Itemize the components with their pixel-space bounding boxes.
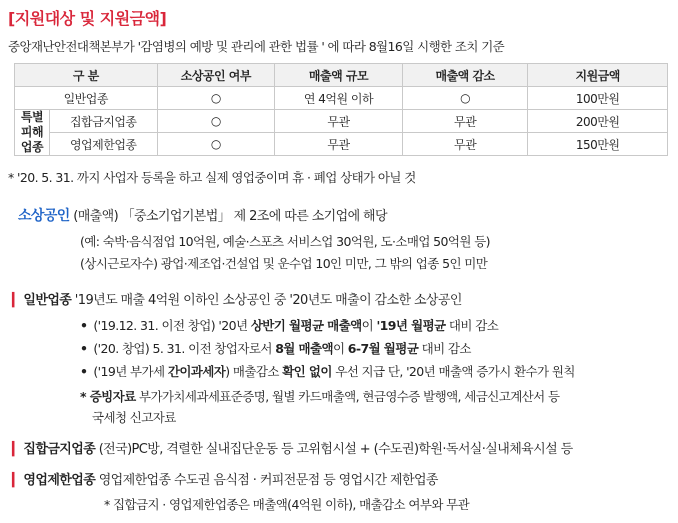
cell-sales-decrease: ○ xyxy=(402,87,528,110)
text-part: ('19년 부가세 xyxy=(93,364,168,379)
table-row xyxy=(15,133,668,156)
table-header-row xyxy=(15,64,668,87)
section-subtitle: 중앙재난안전대책본부가 '감염병의 예방 및 관리에 관한 법률 ' 에 따라 8월16일 시행한 조치 기준 xyxy=(8,39,505,54)
text-part: ('19.12. 31. 이전 창업) '20년 xyxy=(93,318,251,333)
text-part: 대비 감소 xyxy=(445,318,499,333)
general-bullet-1 xyxy=(80,316,498,334)
bullet-icon: • xyxy=(80,318,88,333)
text-part: ) 매출감소 xyxy=(225,364,283,379)
cell-small-biz: ○ xyxy=(157,133,275,156)
cell-small-biz: ○ xyxy=(157,110,275,133)
cell-sales-decrease: 무관 xyxy=(402,110,528,133)
small-business-heading-line xyxy=(18,205,387,225)
red-bar-icon: ▎ xyxy=(12,442,22,457)
header-sales-decrease: 매출액 감소 xyxy=(402,64,528,87)
text-bold: '19년 월평균 xyxy=(376,318,446,333)
cell-sales-scale: 무관 xyxy=(275,110,403,133)
restricted-text: 영업제한업종 수도권 음식점 · 커피전문점 등 영업시간 제한업종 xyxy=(95,473,438,488)
cell-sales-scale: 연 4억원 이하 xyxy=(275,87,403,110)
restricted-note: * 집합금지 · 영업제한업종은 매출액(4억원 이하), 매출감소 여부와 무관 xyxy=(104,497,470,512)
table-row xyxy=(15,87,668,110)
general-bullet-3 xyxy=(80,362,575,380)
evidence-line xyxy=(80,387,559,405)
cell-category: 집합금지업종 xyxy=(49,110,157,133)
small-business-heading: 소상공인 xyxy=(18,208,70,224)
red-bar-icon: ▎ xyxy=(12,293,22,308)
evidence-text: 부가가치세과세표준증명, 월별 카드매출액, 현금영수증 발행액, 세금신고계산서 등 xyxy=(135,389,560,404)
text-bold: 확인 없이 xyxy=(282,364,332,379)
text-bold: 상반기 월평균 매출액 xyxy=(250,318,362,333)
cell-amount: 100만원 xyxy=(528,87,668,110)
general-section xyxy=(12,289,462,308)
text-bold: 8월 매출액 xyxy=(275,341,333,356)
header-small-biz: 소상공인 여부 xyxy=(157,64,275,87)
banned-section xyxy=(12,438,573,457)
cell-group-label: 특별 피해 업종 xyxy=(15,110,50,156)
text-part: ('20. 창업) 5. 31. 이전 창업자로서 xyxy=(93,341,276,356)
general-heading: 일반업종 xyxy=(23,293,72,308)
small-business-line2: (예: 숙박·음식점업 10억원, 예술·스포츠 서비스업 30억원, 도·소매업 50억원 등) xyxy=(80,234,490,249)
cell-sales-decrease: 무관 xyxy=(402,133,528,156)
banned-text: (전국)PC방, 격렬한 실내집단운동 등 고위험시설 + (수도권)학원·독서실·실내체육시설 등 xyxy=(95,442,573,457)
general-bullet-2 xyxy=(80,339,471,357)
section-title: [지원대상 및 지원금액] xyxy=(8,9,167,28)
cell-category: 영업제한업종 xyxy=(49,133,157,156)
small-business-line1: (매출액) 「중소기업기본법」 제 2조에 따른 소기업에 해당 xyxy=(73,209,387,224)
text-bold: 6-7월 월평균 xyxy=(347,341,419,356)
header-category: 구 분 xyxy=(15,64,158,87)
restricted-heading: 영업제한업종 xyxy=(23,473,96,488)
general-text: '19년도 매출 4억원 이하인 소상공인 중 '20년도 매출이 감소한 소상공인 xyxy=(74,293,462,308)
cell-small-biz: ○ xyxy=(157,87,275,110)
evidence-label: * 증빙자료 xyxy=(80,389,136,404)
text-part: 대비 감소 xyxy=(418,341,471,356)
red-bar-icon: ▎ xyxy=(12,473,22,488)
table-footnote: * '20. 5. 31. 까지 사업자 등록을 하고 실제 영업중이며 휴 · 폐업 상태가 아닐 것 xyxy=(8,170,416,185)
cell-amount: 150만원 xyxy=(528,133,668,156)
cell-category: 일반업종 xyxy=(15,87,158,110)
bullet-icon: • xyxy=(80,364,88,379)
cell-amount: 200만원 xyxy=(528,110,668,133)
text-part: 이 xyxy=(361,318,377,333)
small-business-line3: (상시근로자수) 광업·제조업·건설업 및 운수업 10인 미만, 그 밖의 업종 5인 미만 xyxy=(80,256,488,271)
support-table xyxy=(14,63,668,156)
table-row xyxy=(15,110,668,133)
text-part: 이 xyxy=(332,341,348,356)
header-sales-scale: 매출액 규모 xyxy=(275,64,403,87)
text-part: 우선 지급 단, '20년 매출액 증가시 환수가 원칙 xyxy=(331,364,575,379)
cell-sales-scale: 무관 xyxy=(275,133,403,156)
text-bold: 간이과세자 xyxy=(167,364,226,379)
bullet-icon: • xyxy=(80,341,88,356)
header-amount: 지원금액 xyxy=(528,64,668,87)
banned-heading: 집합금지업종 xyxy=(23,442,96,457)
restricted-section xyxy=(12,469,438,488)
evidence-line-2: 국세청 신고자료 xyxy=(92,410,176,425)
